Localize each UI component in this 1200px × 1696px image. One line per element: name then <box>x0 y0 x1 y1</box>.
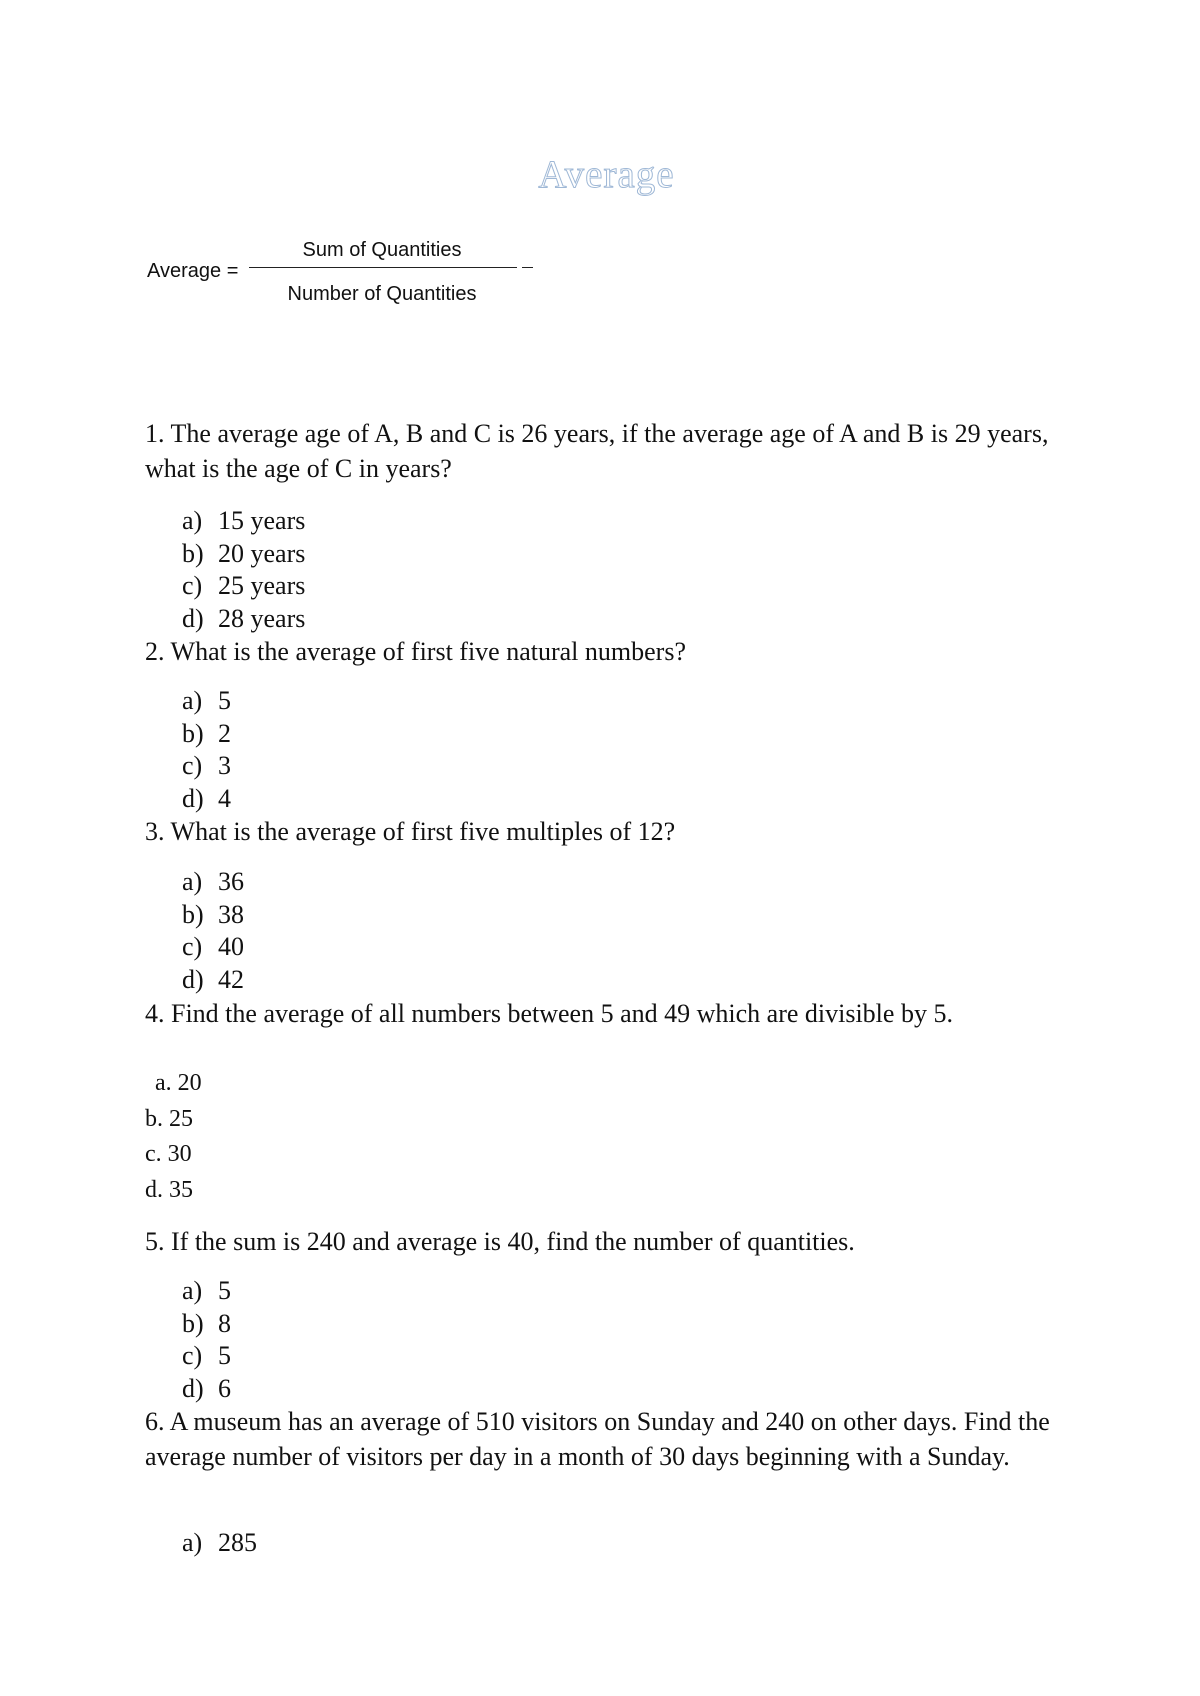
option-text: 6 <box>218 1373 231 1403</box>
question-1-options <box>182 505 305 635</box>
option-text: 15 years <box>218 506 306 535</box>
question-4-options <box>145 1066 202 1209</box>
option-text: 4 <box>218 783 231 813</box>
option-letter: d) <box>182 603 204 633</box>
option-letter: d) <box>182 964 204 994</box>
option <box>182 1373 231 1406</box>
formula-dash <box>493 267 504 268</box>
option <box>182 750 231 783</box>
option-text: 5 <box>218 1341 231 1371</box>
option-text: 8 <box>218 1308 231 1338</box>
option <box>182 783 231 816</box>
option-letter: a) <box>182 1528 203 1557</box>
average-formula <box>147 240 547 315</box>
option-text: 5 <box>218 686 231 715</box>
option <box>182 685 231 718</box>
option: b. 25 <box>145 1105 193 1132</box>
option-letter: c) <box>182 932 203 962</box>
option-text: 28 years <box>218 603 306 633</box>
question-4-text: 4. Find the average of all numbers between 5 and 49 which are divisible by 5. <box>145 999 953 1028</box>
option <box>182 718 231 751</box>
question-2-text: 2. What is the average of first five natural numbers? <box>145 637 686 666</box>
option <box>182 1527 257 1560</box>
option: c. 30 <box>145 1141 192 1168</box>
option-letter: d) <box>182 1373 204 1403</box>
option-letter: a) <box>182 506 203 535</box>
option-letter: d) <box>182 783 204 813</box>
option <box>182 866 244 899</box>
option-letter: c) <box>182 1341 203 1371</box>
question-2-options <box>182 685 231 815</box>
document-title: Average <box>538 153 675 196</box>
fraction-bar <box>249 267 517 268</box>
option-letter: c) <box>182 751 203 781</box>
question-6-text: 6. A museum has an average of 510 visitors on Sunday and 240 on other days. Find the average number of visitors per day in a month of 30 days beginning with a Sunday. <box>145 1407 1050 1471</box>
option-letter: b) <box>182 899 204 929</box>
option-text: 3 <box>218 751 231 781</box>
option-text: 38 <box>218 899 244 929</box>
option <box>182 964 244 997</box>
option-letter: b) <box>182 538 204 568</box>
question-5-options <box>182 1275 231 1405</box>
option-letter: a) <box>182 1276 203 1305</box>
option-letter: b) <box>182 1308 204 1338</box>
option-text: 25 years <box>218 571 306 601</box>
question-5-text: 5. If the sum is 240 and average is 40, find the number of quantities. <box>145 1227 855 1256</box>
option-text: 285 <box>218 1528 257 1557</box>
option <box>182 1308 231 1341</box>
question-6-options <box>182 1527 257 1560</box>
option-text: 5 <box>218 1276 231 1305</box>
option <box>182 931 244 964</box>
option-letter: a) <box>182 686 203 715</box>
option: a. 20 <box>155 1070 202 1096</box>
formula-numerator: Sum of Quantities <box>302 239 462 261</box>
question-3-options <box>182 866 244 996</box>
option <box>182 603 305 636</box>
option <box>182 505 305 538</box>
option-text: 2 <box>218 718 231 748</box>
option <box>182 1340 231 1373</box>
formula-denominator: Number of Quantities <box>287 283 477 305</box>
option-letter: c) <box>182 571 203 601</box>
option-letter: a) <box>182 867 203 896</box>
option-text: 36 <box>218 867 244 896</box>
option <box>182 1275 231 1308</box>
option-text: 40 <box>218 932 244 962</box>
question-1-text: 1. The average age of A, B and C is 26 years, if the average age of A and B is 29 years, what is the age of C in years? <box>145 419 1049 483</box>
option-letter: b) <box>182 718 204 748</box>
question-3-text: 3. What is the average of first five multiples of 12? <box>145 817 676 846</box>
option <box>182 570 305 603</box>
formula-label: Average = <box>147 260 239 282</box>
option <box>182 538 305 571</box>
formula-dash <box>522 267 533 268</box>
option <box>182 899 244 932</box>
option: d. 35 <box>145 1177 193 1204</box>
option-text: 42 <box>218 964 244 994</box>
option-text: 20 years <box>218 538 306 568</box>
